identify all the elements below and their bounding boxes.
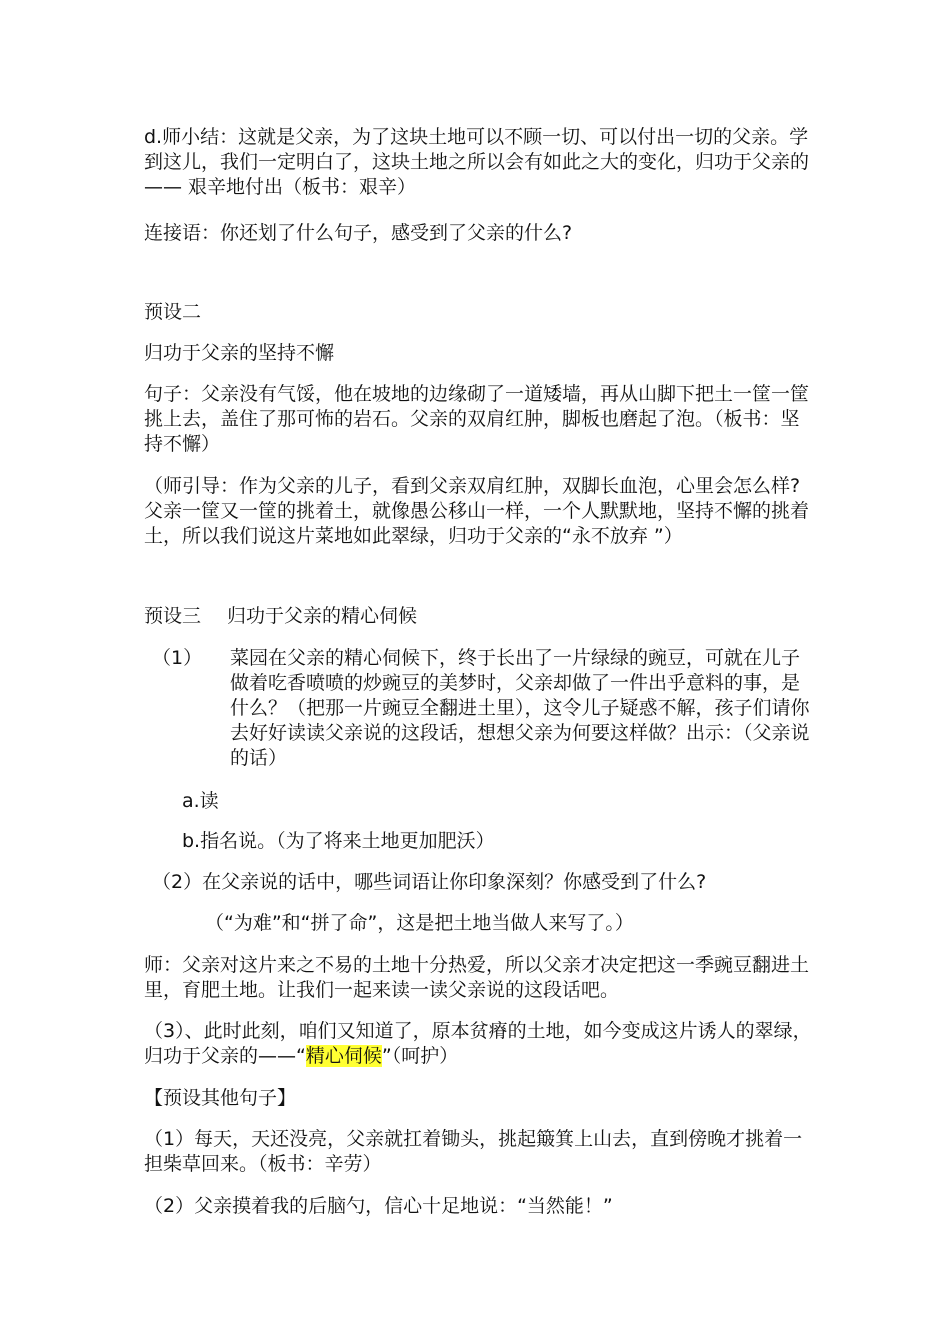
teacher-summary-paragraph: d.师小结：这就是父亲，为了这块土地可以不顾一切、可以付出一切的父亲。学到这儿，我们一定明白了，这块土地之所以会有如此之大的变化，归功于父亲的—— 艰辛地付出（板书：艰辛） <box>144 126 810 198</box>
other-sentence-1: （1）每天，天还没亮，父亲就扛着锄头，挑起簸箕上山去，直到傍晚才挑着一担柴草回来。（板书：辛劳） <box>144 1128 803 1175</box>
preset-two-heading: 预设二 <box>144 301 202 323</box>
preset-three-heading-line <box>144 604 814 629</box>
other-sentence-2: （2）父亲摸着我的后脑勺，信心十足地说：“当然能！” <box>144 1195 613 1217</box>
item-1-text: 菜园在父亲的精心伺候下，终于长出了一片绿绿的豌豆，可就在儿子做着吃香喷喷的炒豌豆的美梦时，父亲却做了一件出乎意料的事，是什么？（把那一片豌豆全翻进土里），这令儿子疑惑不解，孩子们请你去好好读读父亲说的这段话，想想父亲为何要这样做？出示：（父亲说的话） <box>230 647 810 769</box>
item-3-text-before: （3）、此时此刻，咱们又知道了，原本贫瘠的土地，如今变成这片诱人的翠绿，归功于父亲的——“ <box>144 1020 812 1067</box>
highlighted-term: 精心伺候 <box>305 1045 382 1067</box>
item-3-text-after: ”（呵护） <box>381 1045 459 1067</box>
teacher-remark: 师：父亲对这片来之不易的土地十分热爱，所以父亲才决定把这一季豌豆翻进土里，育肥土地。让我们一起来读一读父亲说的这段话吧。 <box>144 954 810 1001</box>
preset-three-heading: 预设三 <box>144 605 202 627</box>
preset-three-item-2: （2）在父亲说的话中，哪些词语让你印象深刻？你感受到了什么? <box>152 871 707 893</box>
transition-paragraph: 连接语：你还划了什么句子，感受到了父亲的什么? <box>144 222 573 244</box>
preset-two-guide: （师引导：作为父亲的儿子，看到父亲双肩红肿，双脚长血泡，心里会怎么样?父亲一筐又一筐的挑着土，就像愚公移山一样，一个人默默地，坚持不懈的挑着土，所以我们说这片菜地如此翠绿，归功于父亲的“永不放弃 ”） <box>144 475 810 547</box>
preset-three-item-3 <box>144 1019 814 1069</box>
preset-three-subheading: 归功于父亲的精心伺候 <box>227 605 418 627</box>
preset-two-subheading: 归功于父亲的坚持不懈 <box>144 342 335 364</box>
other-sentences-heading: 【预设其他句子】 <box>144 1087 297 1109</box>
sub-item-a: a.读 <box>182 790 219 812</box>
item-1-number: （1） <box>152 647 203 669</box>
sub-item-b: b.指名说。（为了将来土地更加肥沃） <box>182 830 495 852</box>
preset-two-sentence: 句子：父亲没有气馁，他在坡地的边缘砌了一道矮墙，再从山脚下把土一筐一筐挑上去，盖住了那可怖的岩石。父亲的双肩红肿，脚板也磨起了泡。（板书：坚持不懈） <box>144 383 810 455</box>
item-2-answer: （“为难”和“拼了命”，这是把土地当做人来写了。） <box>205 912 634 934</box>
